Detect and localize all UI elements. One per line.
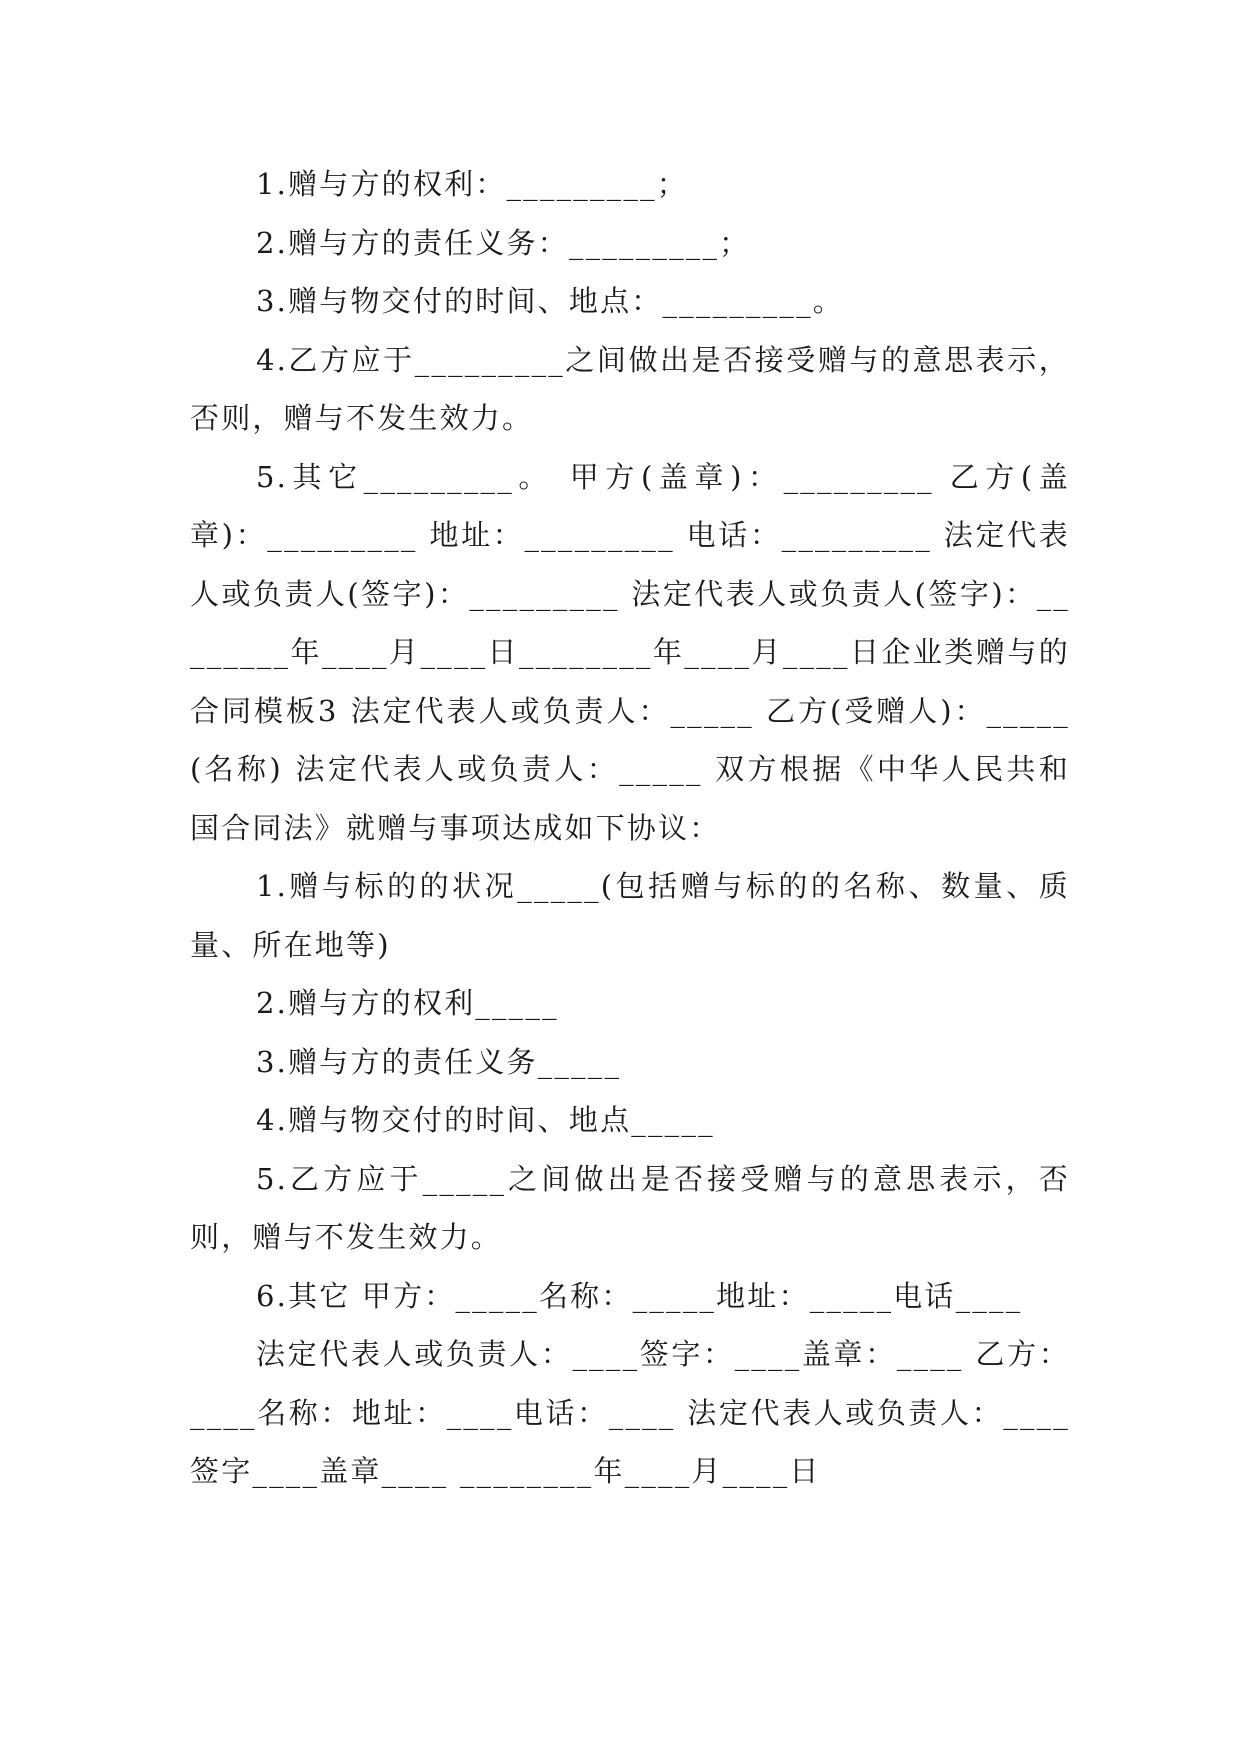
paragraph-other-and-signatures: 5.其它_________。 甲方(盖章)：_________ 乙方(盖章)：_________ 地址：_________ 电话：_________ 法定代表人或负责人(签字)：_________ 法定代表人或负责人(签字)：________年____月____日________年____月____日企业类赠与的合同模板3 法定代表人或负责人：_____ 乙方(受赠人)：_____(名称) 法定代表人或负责人：_____ 双方根据《中华人民共和国合同法》就赠与事项达成如下协议： [190,459,1070,845]
paragraph-donor-rights: 1.赠与方的权利：_________； [256,167,688,201]
paragraph-other-party-a: 6.其它 甲方：_____名称：_____地址：_____电话____ [256,1278,1023,1313]
paragraph-acceptance-deadline: 4.乙方应于_________之间做出是否接受赠与的意思表示，否则，赠与不发生效力。 [190,342,1070,435]
paragraph-delivery-time-place-2: 4.赠与物交付的时间、地点_____ [256,1103,715,1137]
paragraph-signature-block: 法定代表人或负责人：____签字：____盖章：____ 乙方：____名称：地址：____电话：____ 法定代表人或负责人：____签字____盖章____ ________年____月____日 [190,1337,1070,1488]
paragraph-delivery-time-place: 3.赠与物交付的时间、地点：_________。 [256,284,844,318]
paragraph-donor-obligations: 2.赠与方的责任义务：_________； [256,225,751,260]
paragraph-gift-subject-status: 1.赠与标的的状况_____(包括赠与标的的名称、数量、质量、所在地等) [190,869,1070,962]
paragraph-donor-obligations-2: 3.赠与方的责任义务_____ [256,1044,622,1079]
document-body [190,155,1070,1501]
paragraph-acceptance-deadline-2: 5.乙方应于_____之间做出是否接受赠与的意思表示，否则，赠与不发生效力。 [190,1161,1070,1254]
paragraph-donor-rights-2: 2.赠与方的权利_____ [256,986,559,1020]
